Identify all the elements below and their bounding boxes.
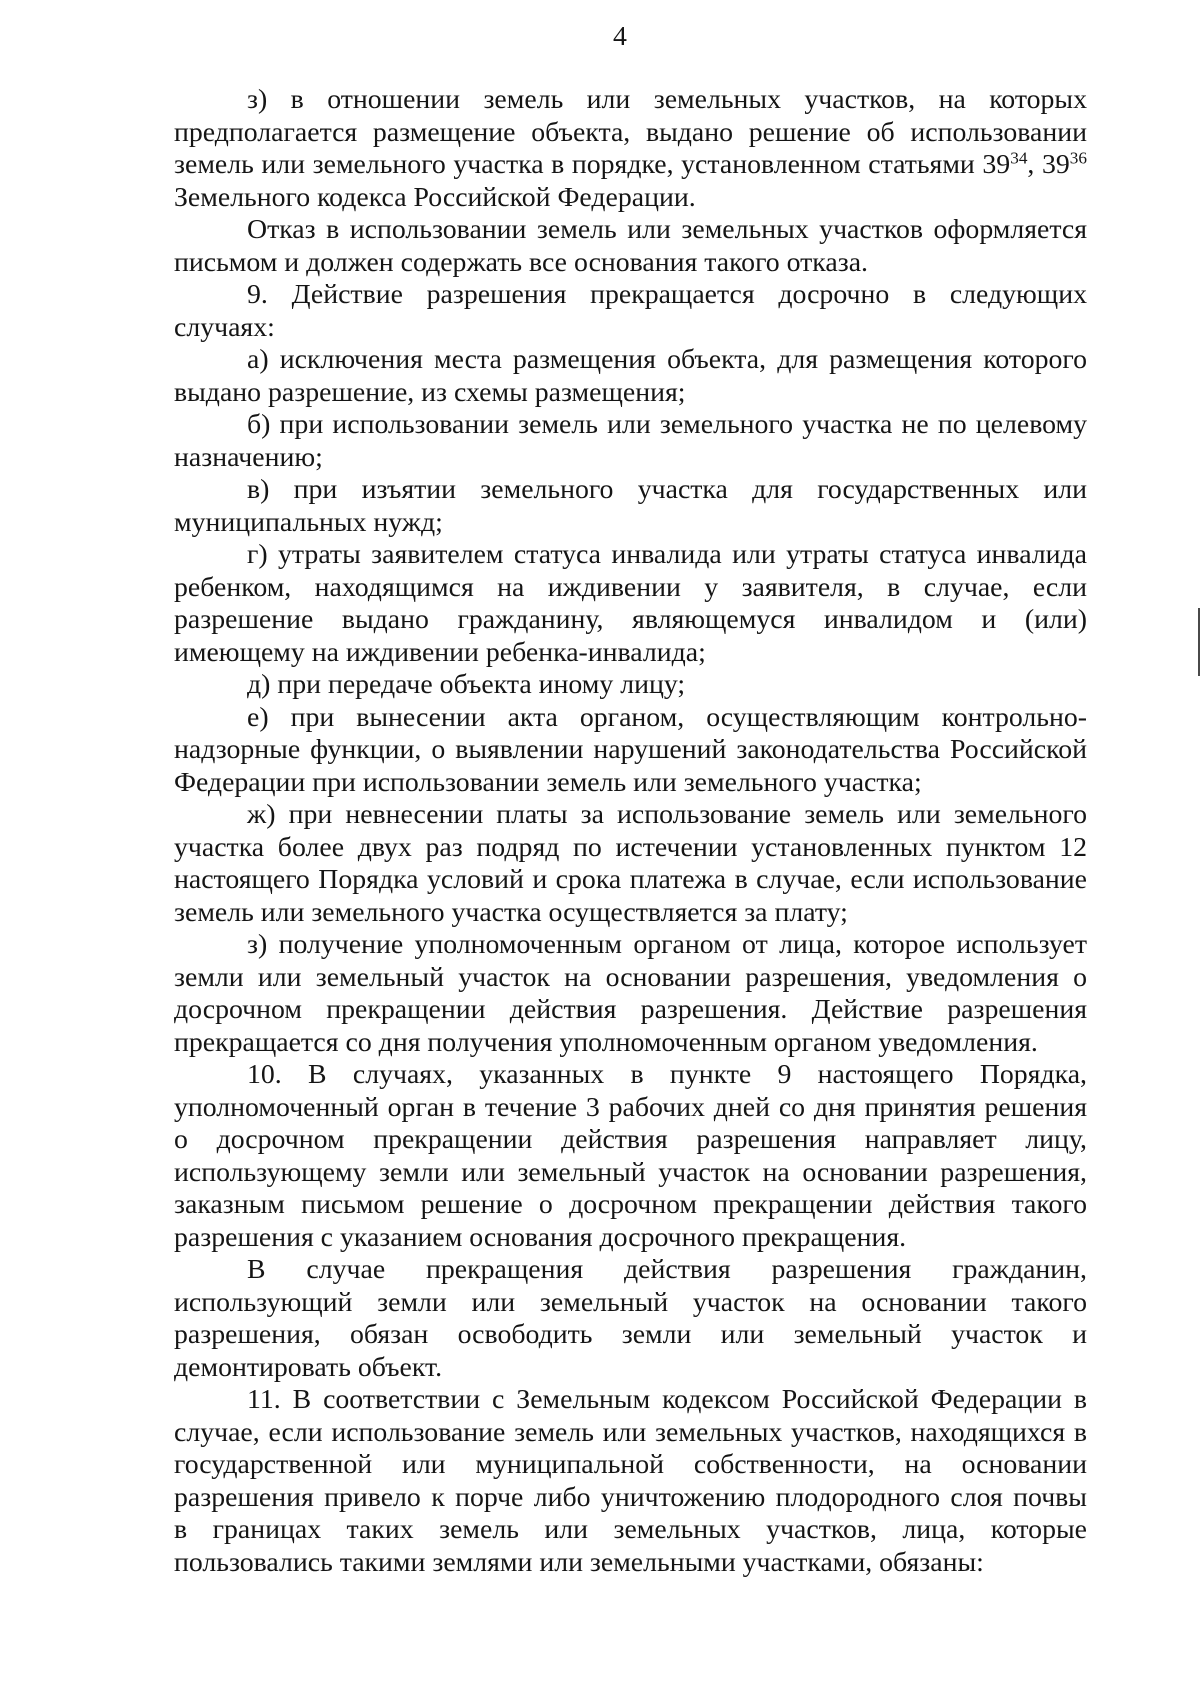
line-text: использующий земли или земельный участок на основании такого <box>174 1286 1087 1318</box>
paragraph <box>174 702 1087 800</box>
text-line <box>174 214 1087 247</box>
line-text: заказным письмом решение о досрочном прекращении действия такого <box>174 1189 1087 1220</box>
line-text: разрешение выдано гражданину, являющемуся инвалидом и (или) <box>174 604 1087 635</box>
text-line <box>174 1417 1087 1450</box>
text-line <box>174 182 1087 215</box>
text-line <box>174 1092 1087 1125</box>
paragraph <box>174 799 1087 929</box>
line-text <box>174 149 1087 180</box>
text-line <box>174 604 1087 637</box>
text-line <box>174 669 1087 702</box>
text-line <box>174 1157 1087 1190</box>
line-text: выдано разрешение, из схемы размещения; <box>174 376 686 408</box>
text-line <box>174 84 1087 117</box>
text-line <box>174 1027 1087 1060</box>
line-text: государственной или муниципальной собственности, на основании <box>174 1449 1087 1480</box>
paragraph <box>174 409 1087 474</box>
text-line <box>174 312 1087 345</box>
text-line <box>174 832 1087 865</box>
text-line <box>174 702 1087 735</box>
line-text: Отказ в использовании земель или земельных участков оформляется <box>247 214 1087 245</box>
line-text: земли или земельный участок на основании разрешения, уведомления о <box>174 961 1087 993</box>
text-segment: , 39 <box>1027 149 1070 180</box>
text-line <box>174 929 1087 962</box>
line-text: ребенком, находящимся на иждивении у заявителя, в случае, если <box>174 571 1087 603</box>
text-line <box>174 864 1087 897</box>
text-line <box>174 637 1087 670</box>
line-text: муниципальных нужд; <box>174 506 443 538</box>
text-line <box>174 1482 1087 1515</box>
paragraph <box>174 669 1087 702</box>
text-line <box>174 1319 1087 1352</box>
line-text: имеющему на иждивении ребенка-инвалида; <box>174 636 706 668</box>
line-text: в границах таких земель или земельных участков, лица, которые <box>174 1514 1087 1545</box>
line-text: разрешения, обязан освободить земли или земельный участок и <box>174 1319 1087 1350</box>
paragraph <box>174 279 1087 344</box>
line-text: прекращается со дня получения уполномоченным органом уведомления. <box>174 1026 1038 1058</box>
text-line <box>174 279 1087 312</box>
page-number: 4 <box>613 21 627 52</box>
text-segment: земель или земельного участка в порядке, установленном статьями 39 <box>174 149 1011 180</box>
line-text: использующему земли или земельный участок на основании разрешения, <box>174 1156 1087 1188</box>
text-line <box>174 409 1087 442</box>
line-text: 9. Действие разрешения прекращается досрочно в следующих <box>247 279 1087 310</box>
paragraph <box>174 84 1087 214</box>
line-text: разрешения привело к порче либо уничтожению плодородного слоя почвы <box>174 1481 1087 1513</box>
text-line <box>174 1124 1087 1157</box>
text-line <box>174 1547 1087 1580</box>
text-line <box>174 1449 1087 1482</box>
document-body <box>174 84 1087 1579</box>
text-line <box>174 962 1087 995</box>
line-text: назначению; <box>174 441 323 473</box>
text-line <box>174 1254 1087 1287</box>
paragraph <box>174 344 1087 409</box>
paragraph <box>174 929 1087 1059</box>
line-text: случае, если использование земель или земельных участков, находящихся в <box>174 1416 1087 1448</box>
text-line <box>174 1059 1087 1092</box>
text-line <box>174 247 1087 280</box>
text-line <box>174 442 1087 475</box>
text-line <box>174 1222 1087 1255</box>
line-text: предполагается размещение объекта, выдано решение об использовании <box>174 116 1087 148</box>
text-line <box>174 117 1087 150</box>
line-text: случаях: <box>174 311 275 343</box>
text-line <box>174 377 1087 410</box>
line-text: 11. В соответствии с Земельным кодексом Российской Федерации в <box>247 1384 1087 1415</box>
text-line <box>174 734 1087 767</box>
text-line <box>174 1287 1087 1320</box>
line-text: демонтировать объект. <box>174 1351 443 1383</box>
paragraph <box>174 539 1087 669</box>
line-text: д) при передаче объекта иному лицу; <box>247 669 686 700</box>
line-text: Федерации при использовании земель или земельного участка; <box>174 766 922 798</box>
text-line <box>174 572 1087 605</box>
line-text: Земельного кодекса Российской Федерации. <box>174 181 696 213</box>
text-line <box>174 1352 1087 1385</box>
line-text: досрочном прекращении действия разрешения. Действие разрешения <box>174 994 1087 1025</box>
text-line <box>174 767 1087 800</box>
text-line <box>174 149 1087 182</box>
line-text: з) получение уполномоченным органом от лица, которое использует <box>247 929 1087 960</box>
line-text: пользовались такими землями или земельными участками, обязаны: <box>174 1546 984 1578</box>
superscript: 34 <box>1010 148 1028 168</box>
text-line <box>174 474 1087 507</box>
line-text: о досрочном прекращении действия разрешения направляет лицу, <box>174 1124 1087 1155</box>
text-line <box>174 507 1087 540</box>
text-line <box>174 994 1087 1027</box>
text-line <box>174 1189 1087 1222</box>
text-line <box>174 344 1087 377</box>
paragraph <box>174 1254 1087 1384</box>
text-line <box>174 799 1087 832</box>
paragraph <box>174 214 1087 279</box>
paragraph <box>174 1384 1087 1579</box>
text-line <box>174 1384 1087 1417</box>
line-text: а) исключения места размещения объекта, для размещения которого <box>247 344 1087 375</box>
line-text: участка более двух раз подряд по истечении установленных пунктом 12 <box>174 831 1087 863</box>
line-text: уполномоченный орган в течение 3 рабочих дней со дня принятия решения <box>174 1091 1087 1123</box>
line-text: земель или земельного участка осуществляется за плату; <box>174 896 848 928</box>
line-text: ж) при невнесении платы за использование земель или земельного <box>247 799 1087 830</box>
line-text: надзорные функции, о выявлении нарушений законодательства Российской <box>174 734 1087 765</box>
line-text: В случае прекращения действия разрешения гражданин, <box>247 1254 1087 1285</box>
line-text: настоящего Порядка условий и срока платежа в случае, если использование <box>174 864 1087 895</box>
line-text: письмом и должен содержать все основания такого отказа. <box>174 246 868 278</box>
text-line <box>174 539 1087 572</box>
paragraph <box>174 1059 1087 1254</box>
line-text: б) при использовании земель или земельного участка не по целевому <box>247 409 1087 440</box>
line-text: е) при вынесении акта органом, осуществляющим контрольно- <box>247 701 1087 733</box>
line-text: в) при изъятии земельного участка для государственных или <box>247 474 1087 505</box>
line-text: 10. В случаях, указанных в пункте 9 настоящего Порядка, <box>247 1059 1087 1090</box>
line-text: г) утраты заявителем статуса инвалида или утраты статуса инвалида <box>247 539 1087 570</box>
text-line <box>174 897 1087 930</box>
paragraph <box>174 474 1087 539</box>
text-line <box>174 1514 1087 1547</box>
line-text: з) в отношении земель или земельных участков, на которых <box>247 84 1087 115</box>
line-text: разрешения с указанием основания досрочного прекращения. <box>174 1221 907 1253</box>
superscript: 36 <box>1069 148 1087 168</box>
